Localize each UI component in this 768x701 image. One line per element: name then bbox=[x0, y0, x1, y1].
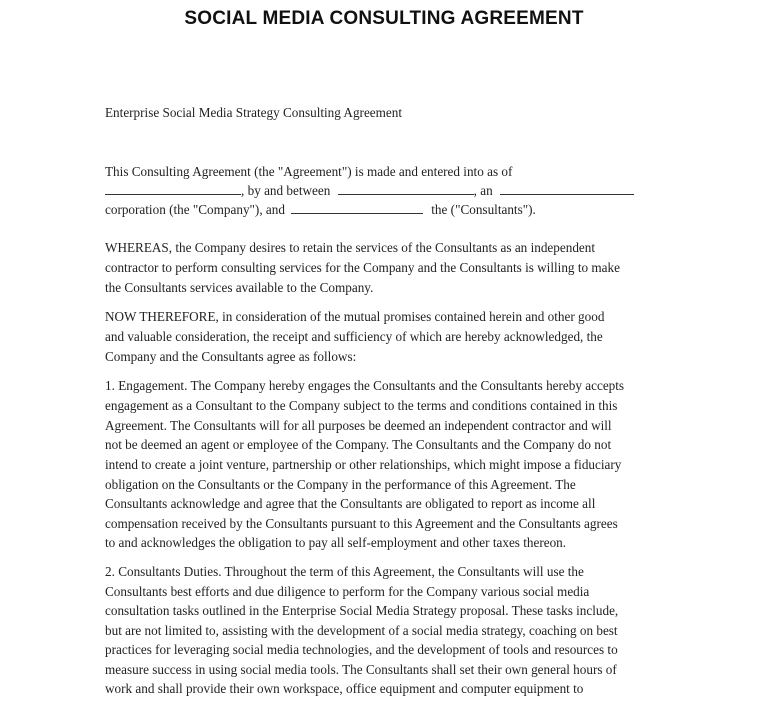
section-2-line: practices for leveraging social media technologies, and the development of tools and resources to bbox=[105, 642, 618, 657]
section-1-line: to and acknowledges the obligation to pay all self-employment and other taxes thereon. bbox=[105, 535, 567, 550]
document-subtitle: Enterprise Social Media Strategy Consulting Agreement bbox=[105, 105, 403, 120]
intro-text-corporation: corporation (the "Company"), and bbox=[105, 202, 285, 217]
intro-text-by-and-between: , by and between bbox=[241, 183, 331, 198]
section-1-line: engagement as a Consultant to the Company subject to the terms and conditions contained in this bbox=[105, 398, 618, 413]
section-1-line: 1. Engagement. The Company hereby engages the Consultants and the Consultants hereby accepts bbox=[105, 378, 625, 393]
now-therefore-line: and valuable consideration, the receipt and sufficiency of which are hereby acknowledged, the bbox=[105, 329, 603, 344]
now-therefore-line: NOW THEREFORE, in consideration of the mutual promises contained herein and other good bbox=[105, 309, 605, 324]
consultants-blank[interactable] bbox=[291, 202, 423, 214]
section-2-line: but are not limited to, assisting with the development of a social media strategy, coaching on best bbox=[105, 623, 618, 638]
section-2-line: work and shall provide their own workspace, office equipment and computer equipment to bbox=[105, 681, 584, 696]
intro-line-1: This Consulting Agreement (the "Agreement") is made and entered into as of bbox=[105, 164, 513, 179]
section-2-line: Consultants best efforts and due diligence to perform for the Company various social media bbox=[105, 584, 590, 599]
jurisdiction-blank[interactable] bbox=[500, 183, 634, 195]
intro-line-3 bbox=[105, 202, 536, 218]
section-1-line: obligation on the Consultants or the Company in the performance of this Agreement. The bbox=[105, 477, 576, 492]
section-2-line: 2. Consultants Duties. Throughout the term of this Agreement, the Consultants will use the bbox=[105, 564, 584, 579]
whereas-line: WHEREAS, the Company desires to retain the services of the Consultants as an independent bbox=[105, 240, 596, 255]
section-2-line: consultation tasks outlined in the Enterprise Social Media Strategy proposal. These tasks include, bbox=[105, 603, 619, 618]
section-1-line: Consultants acknowledge and agree that the Consultants are obligated to report as income all bbox=[105, 496, 596, 511]
now-therefore-line: Company and the Consultants agree as follows: bbox=[105, 349, 357, 364]
intro-text-consultants: the ("Consultants"). bbox=[431, 202, 536, 217]
intro-line-2 bbox=[105, 183, 634, 199]
section-1-line: not be deemed an agent or employee of the Company. The Consultants and the Company do not bbox=[105, 437, 612, 452]
section-2-line: measure success in using social media tools. The Consultants shall set their own general hours of bbox=[105, 662, 617, 677]
party-one-blank[interactable] bbox=[338, 183, 474, 195]
date-blank[interactable] bbox=[105, 183, 241, 195]
whereas-line: the Consultants services available to the Company. bbox=[105, 280, 374, 295]
intro-text-an: , an bbox=[473, 183, 493, 198]
section-1-line: intend to create a joint venture, partnership or other relationships, which might impose a fiduciary bbox=[105, 457, 622, 472]
section-1-line: compensation received by the Consultants pursuant to this Agreement and the Consultants agrees bbox=[105, 516, 618, 531]
document-title: SOCIAL MEDIA CONSULTING AGREEMENT bbox=[184, 8, 584, 29]
whereas-line: contractor to perform consulting services for the Company and the Consultants is willing to make bbox=[105, 260, 620, 275]
section-1-line: Agreement. The Consultants will for all purposes be deemed an independent contractor and will bbox=[105, 418, 612, 433]
